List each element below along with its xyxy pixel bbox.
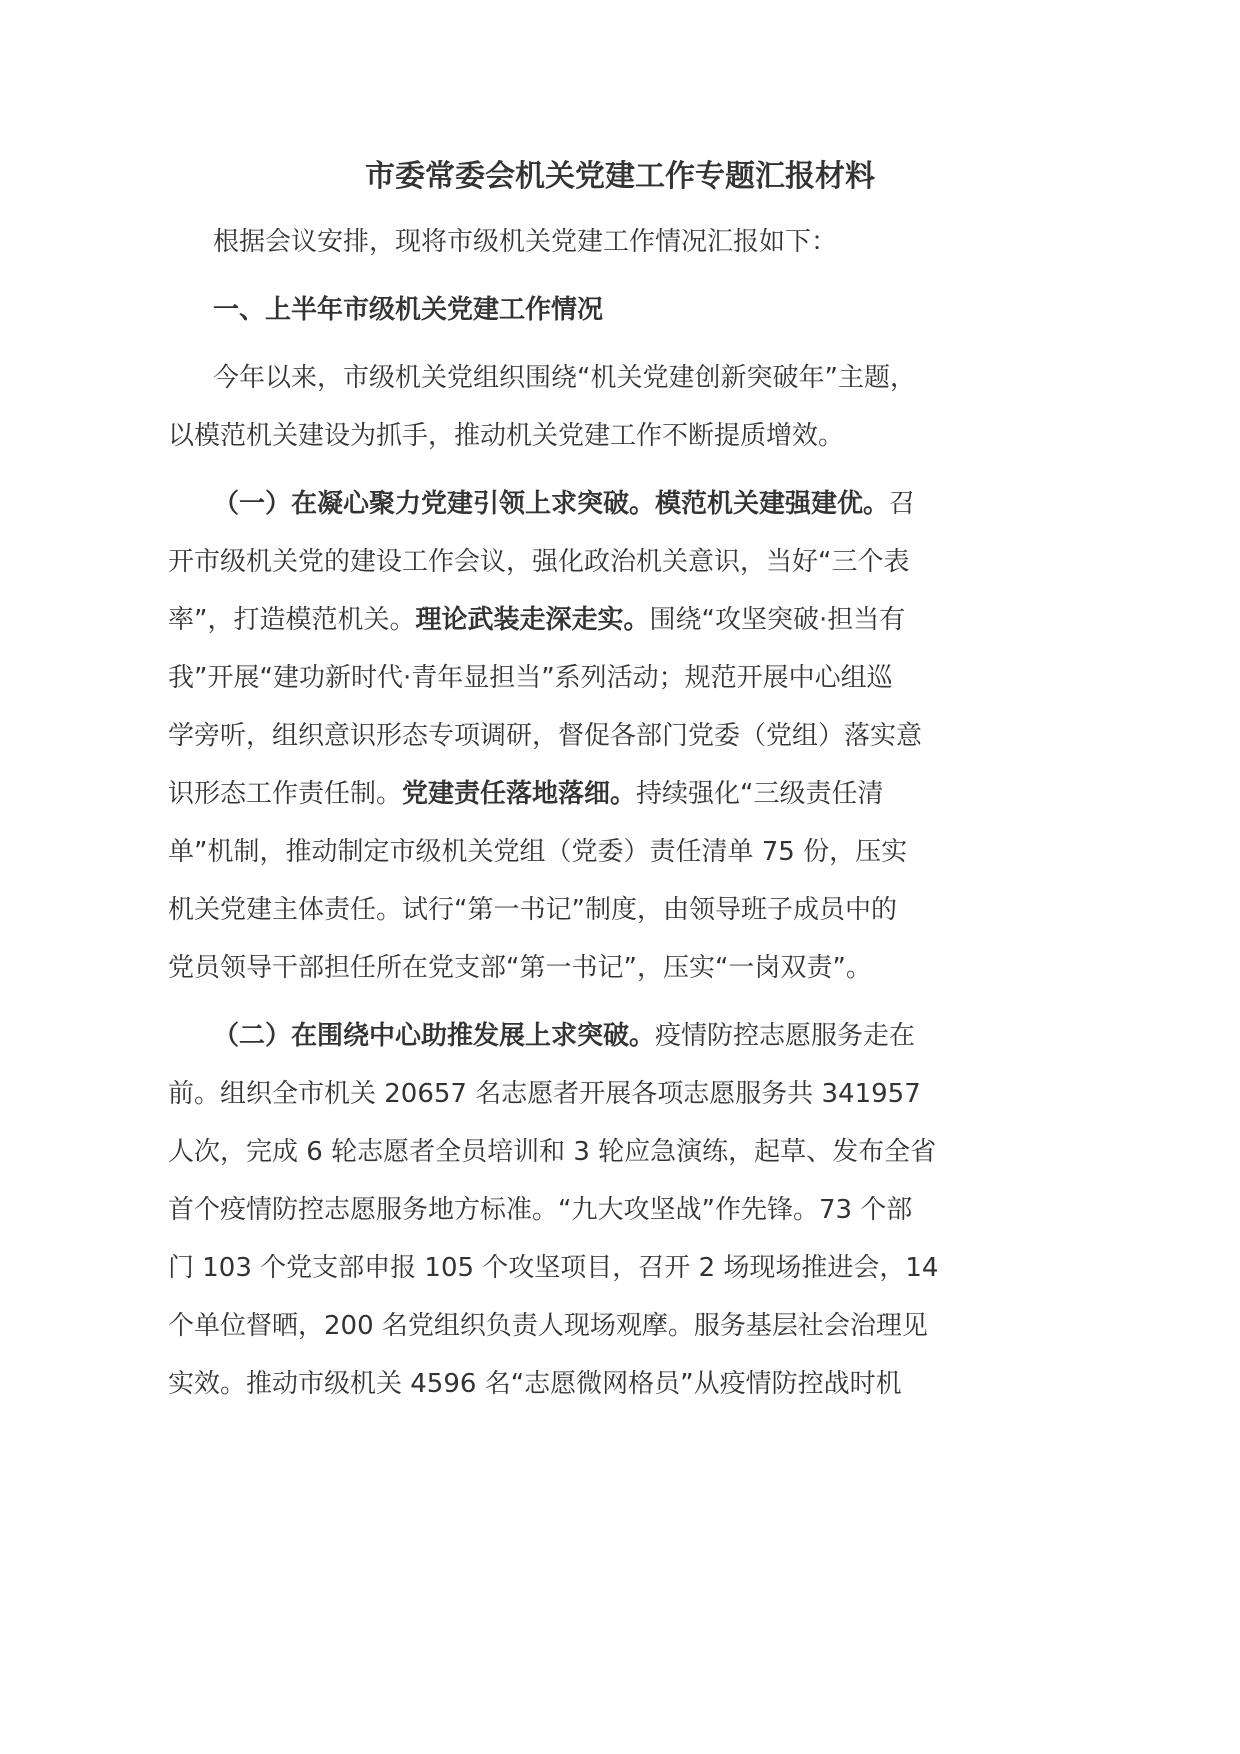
text-run: 开市级机关党的建设工作会议，强化政治机关意识，当好“三个表: [168, 547, 910, 577]
text-run: 以模范机关建设为抓手，推动机关党建工作不断提质增效。: [168, 421, 845, 451]
text-run: 个单位督晒，200 名党组织负责人现场观摩。服务基层社会治理见: [168, 1311, 928, 1341]
section-heading: [168, 281, 948, 339]
bold-text: （二）在围绕中心助推发展上求突破。: [213, 1021, 656, 1051]
text-line: [168, 349, 948, 407]
text-run: 持续强化“三级责任清: [636, 779, 884, 809]
text-run: 单”机制，推动制定市级机关党组（党委）责任清单 75 份，压实: [168, 837, 908, 867]
text-run: 率”，打造模范机关。: [168, 605, 416, 635]
text-run: 实效。推动市级机关 4596 名“志愿微网格员”从疫情防控战时机: [168, 1369, 902, 1399]
text-line: [168, 1355, 948, 1413]
paragraph: [168, 475, 948, 997]
text-run: 今年以来，市级机关党组织围绕“机关党建创新突破年”主题，: [213, 363, 916, 393]
paragraph: [168, 213, 948, 271]
text-run: 疫情防控志愿服务走在: [655, 1021, 916, 1051]
text-line: [168, 1297, 948, 1355]
paragraph: [168, 349, 948, 465]
text-line: [168, 1181, 948, 1239]
text-run: 前。组织全市机关 20657 名志愿者开展各项志愿服务共 341957: [168, 1079, 921, 1109]
text-line: [168, 1065, 948, 1123]
bold-text: 党建责任落地落细。: [402, 779, 637, 809]
text-run: 学旁听，组织意识形态专项调研，督促各部门党委（党组）落实意: [168, 721, 923, 751]
bold-text: （一）在凝心聚力党建引领上求突破。模范机关建强建优。: [213, 489, 890, 519]
text-line: [168, 533, 948, 591]
text-run: 机关党建主体责任。试行“第一书记”制度，由领导班子成员中的: [168, 895, 897, 925]
text-line: [168, 939, 948, 997]
text-run: 我”开展“建功新时代·青年显担当”系列活动；规范开展中心组巡: [168, 663, 893, 693]
text-line: [168, 591, 948, 649]
document-title: 市委常委会机关党建工作专题汇报材料: [365, 159, 875, 194]
text-line: [168, 281, 948, 339]
text-line: [168, 1007, 948, 1065]
text-line: [168, 1239, 948, 1297]
text-line: [168, 407, 948, 465]
text-run: 根据会议安排，现将市级机关党建工作情况汇报如下：: [213, 227, 838, 257]
text-line: [168, 1123, 948, 1181]
text-line: [168, 881, 948, 939]
text-run: 围绕“攻坚突破·担当有: [649, 605, 906, 635]
text-line: [168, 765, 948, 823]
text-line: [168, 707, 948, 765]
text-run: 首个疫情防控志愿服务地方标准。“九大攻坚战”作先锋。73 个部: [168, 1195, 913, 1225]
text-run: 党员领导干部担任所在党支部“第一书记”，压实“一岗双责”。: [168, 953, 872, 983]
bold-text: 理论武装走深走实。: [415, 605, 650, 635]
document-body: [168, 213, 948, 1423]
text-line: [168, 649, 948, 707]
text-run: 召: [889, 489, 916, 519]
bold-text: 一、上半年市级机关党建工作情况: [213, 295, 604, 325]
text-line: [168, 823, 948, 881]
text-run: 识形态工作责任制。: [168, 779, 403, 809]
text-run: 人次，完成 6 轮志愿者全员培训和 3 轮应急演练，起草、发布全省: [168, 1137, 937, 1167]
text-line: [168, 475, 948, 533]
paragraph: [168, 1007, 948, 1413]
text-run: 门 103 个党支部申报 105 个攻坚项目，召开 2 场现场推进会，14: [168, 1253, 939, 1283]
text-line: [168, 213, 948, 271]
